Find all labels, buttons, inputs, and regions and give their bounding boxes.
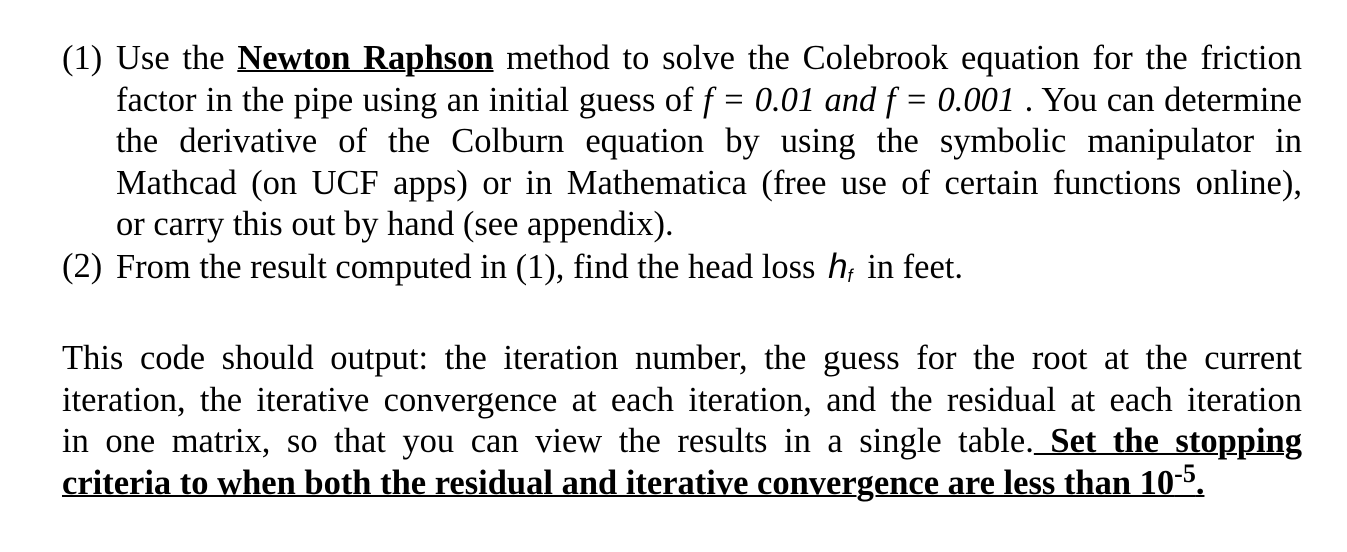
item1-line3: the derivative of the Colburn equation by using the symbolic manipulator in — [116, 122, 1302, 160]
document-body — [62, 38, 1302, 502]
para-line4 — [62, 458, 1302, 505]
item1-line5: or carry this out by hand (see appendix). — [116, 205, 674, 243]
para-line3: in one matrix, so that you can view the results in a single table. Set the stopping — [62, 422, 1302, 460]
list-item-1 — [62, 38, 1302, 246]
list-number-1: (1) — [62, 39, 103, 77]
item1-line1: Use the Newton Raphson method to solve the Colebrook equation for the friction — [116, 39, 1302, 77]
item1-line2: factor in the pipe using an initial guess of f = 0.01 and f = 0.001 . You can determine — [116, 80, 1302, 119]
newton-raphson-emphasis: Newton Raphson — [237, 39, 494, 77]
list-number-2: (2) — [62, 246, 103, 285]
stopping-criteria-emphasis-start: Set the stopping — [1033, 422, 1302, 460]
para-line1: This code should output: the iteration number, the guess for the root at the current — [62, 339, 1302, 377]
item1-line4: Mathcad (on UCF apps) or in Mathematica (free use of certain functions online), — [116, 163, 1302, 202]
initial-guess-values: f = 0.01 and f = 0.001 — [703, 80, 1016, 119]
stopping-criteria-emphasis: criteria to when both the residual and iterative convergence are less than $10^{-5}$. — [62, 458, 1205, 502]
para-line2: iteration, the iterative convergence at each iteration, and the residual at each iteration — [62, 380, 1302, 419]
head-loss-variable: $h_f$ — [828, 246, 853, 286]
item2-line1: From the result computed in (1), find the head loss $h_f$ in feet. — [116, 246, 963, 286]
list-item-2 — [62, 246, 1302, 298]
instructions-paragraph — [62, 338, 1302, 504]
